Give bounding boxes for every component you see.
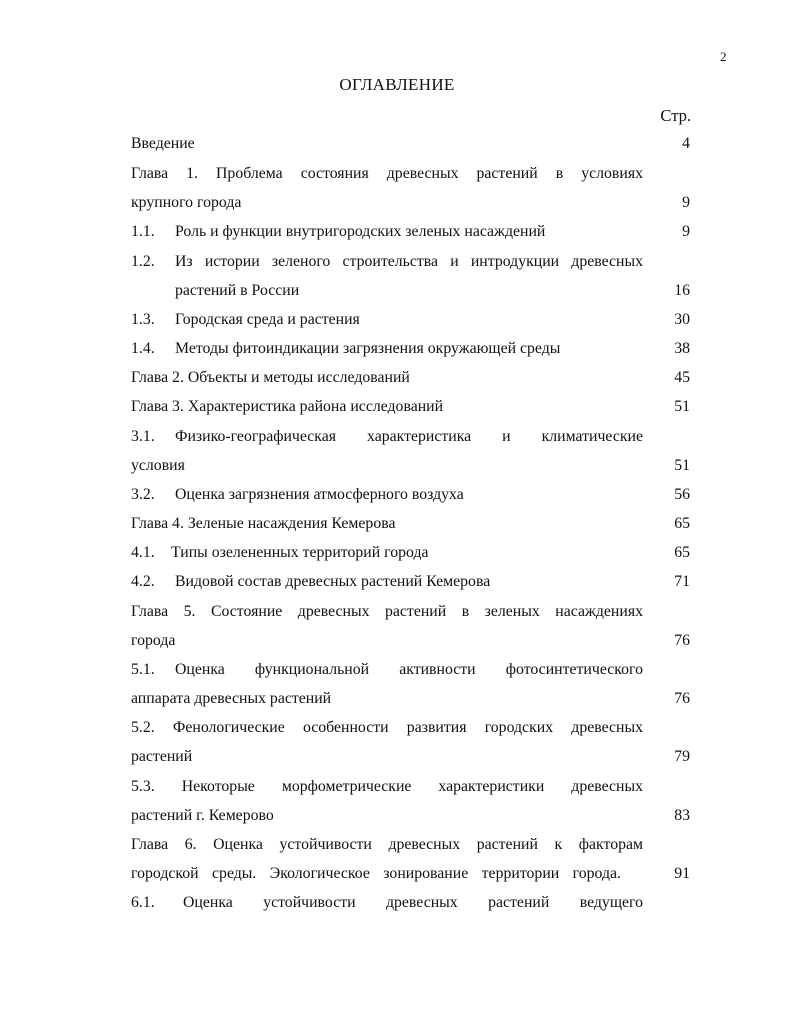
- toc-page: 45: [674, 369, 690, 386]
- toc-line: [0, 804, 794, 828]
- toc-page: 76: [674, 690, 690, 707]
- toc-text: Глава 6. Оценка устойчивости древесных растений к факторам: [131, 836, 643, 853]
- toc-line: [0, 775, 794, 799]
- toc-line: [0, 162, 794, 186]
- toc-text: Оценка устойчивости древесных растений ведущего: [183, 894, 643, 911]
- toc-line: [0, 132, 794, 156]
- toc-page: 79: [674, 748, 690, 765]
- toc-text: крупного города: [131, 194, 242, 211]
- toc-text: Введение: [131, 135, 195, 152]
- page-number: 2: [720, 49, 727, 64]
- toc-line: [0, 191, 794, 215]
- toc-page: 30: [674, 311, 690, 328]
- toc-text: Типы озелененных территорий города: [171, 544, 429, 561]
- toc-page: 16: [674, 282, 690, 299]
- toc-page: 83: [674, 807, 690, 824]
- toc-line: [0, 337, 794, 361]
- toc-line: [0, 745, 794, 769]
- toc-line: [0, 454, 794, 478]
- toc-section-number: 4.1.: [131, 544, 155, 561]
- toc-line: [0, 279, 794, 303]
- toc-line: [0, 541, 794, 565]
- toc-text: растений г. Кемерово: [131, 807, 274, 824]
- toc-text: Роль и функции внутригородских зеленых насаждений: [175, 223, 546, 240]
- toc-line: [0, 483, 794, 507]
- toc-line: [0, 600, 794, 624]
- toc-section-number: 4.2.: [131, 573, 155, 590]
- toc-text: города: [131, 632, 176, 649]
- toc-line: [0, 629, 794, 653]
- toc-section-number: 3.2.: [131, 486, 155, 503]
- toc-section-number: 1.2.: [131, 253, 155, 270]
- toc-page: 4: [682, 135, 690, 152]
- toc-text: Оценка функциональной активности фотосинтетического: [175, 661, 643, 678]
- toc-section-number: 1.4.: [131, 340, 155, 357]
- toc-text: 5.2. Фенологические особенности развития городских древесных: [131, 719, 643, 736]
- toc-section-number: 6.1.: [131, 894, 155, 911]
- toc-line: [0, 658, 794, 682]
- toc-page: 38: [674, 340, 690, 357]
- toc-line: [0, 512, 794, 536]
- toc-page: 51: [674, 457, 690, 474]
- toc-text: Глава 4. Зеленые насаждения Кемерова: [131, 515, 396, 532]
- page-title: ОГЛАВЛЕНИЕ: [339, 75, 455, 94]
- toc-line: [0, 687, 794, 711]
- toc-line: [0, 220, 794, 244]
- toc-section-number: 3.1.: [131, 428, 155, 445]
- toc-text: Глава 5. Состояние древесных растений в зеленых насаждениях: [131, 603, 643, 620]
- toc-section-number: 1.1.: [131, 223, 155, 240]
- toc-page: 71: [674, 573, 690, 590]
- toc-section-number: 1.3.: [131, 311, 155, 328]
- toc-text: городской среды. Экологическое зонирование территории города.: [131, 865, 621, 882]
- toc-text: Физико-географическая характеристика и климатические: [175, 428, 643, 445]
- toc-text: Глава 2. Объекты и методы исследований: [131, 369, 410, 386]
- toc-line: [0, 395, 794, 419]
- toc-text: растений в России: [175, 282, 300, 299]
- toc-line: [0, 833, 794, 857]
- toc-page: 65: [674, 515, 690, 532]
- toc-text: Из истории зеленого строительства и интродукции древесных: [175, 253, 643, 270]
- toc-line: [0, 308, 794, 332]
- toc-text: растений: [131, 748, 193, 765]
- toc-section-number: 5.1.: [131, 661, 155, 678]
- toc-line: [0, 250, 794, 274]
- toc-page: 51: [674, 398, 690, 415]
- toc-text: Оценка загрязнения атмосферного воздуха: [175, 486, 464, 503]
- toc-text: Видовой состав древесных растений Кемерова: [175, 573, 491, 590]
- pages-column-label: Стр.: [660, 106, 691, 125]
- toc-text: Городская среда и растения: [175, 311, 360, 328]
- toc-line: [0, 862, 794, 886]
- toc-page: 9: [682, 223, 690, 240]
- toc-text: 5.3. Некоторые морфометрические характеристики древесных: [131, 778, 643, 795]
- toc-page: 91: [674, 865, 690, 882]
- toc-text: аппарата древесных растений: [131, 690, 332, 707]
- toc-line: [0, 366, 794, 390]
- toc-text: условия: [131, 457, 185, 474]
- toc-text: Методы фитоиндикации загрязнения окружающей среды: [175, 340, 561, 357]
- toc-page: 65: [674, 544, 690, 561]
- toc-line: [0, 570, 794, 594]
- toc-page: 56: [674, 486, 690, 503]
- toc-line: [0, 716, 794, 740]
- toc-page: 76: [674, 632, 690, 649]
- toc-line: [0, 425, 794, 449]
- toc-line: [0, 891, 794, 915]
- toc-text: Глава 1. Проблема состояния древесных растений в условиях: [131, 165, 643, 182]
- toc-page: 9: [682, 194, 690, 211]
- toc-text: Глава 3. Характеристика района исследований: [131, 398, 444, 415]
